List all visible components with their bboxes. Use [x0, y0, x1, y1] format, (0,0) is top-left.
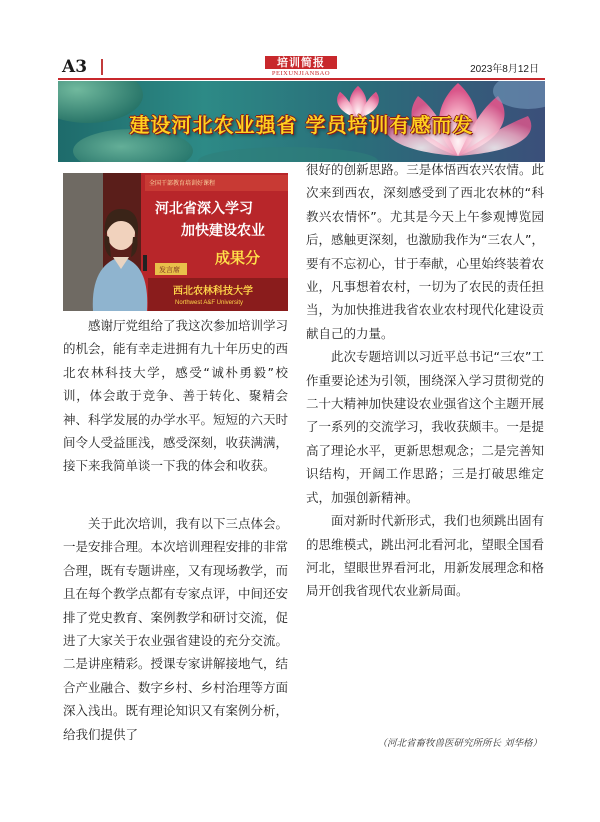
masthead-title: 培训简报 — [265, 56, 337, 69]
screen-line1: 河北省深入学习 — [155, 201, 253, 217]
page-header — [58, 56, 545, 78]
masthead — [265, 56, 337, 78]
paragraph: 面对新时代新形式，我们也须跳出固有的思维模式，跳出河北看河北，望眼全国看河北，望眼世界看河北，用新发展理念和格局开创我省现代农业新局面。 — [306, 513, 544, 599]
svg-text:全国干部教育培训好课程: 全国干部教育培训好课程 — [149, 180, 216, 187]
article-right-column — [306, 158, 544, 603]
article-left-column-top — [63, 314, 288, 478]
page-number: A3 — [62, 57, 88, 77]
article-banner — [58, 81, 545, 162]
paragraph: 感谢厅党组给了我这次参加培训学习的机会，能有幸走进拥有九十年历史的西北农林科技大学，感受“诚朴勇毅”校训，体会敢于竞争、善于转化、聚精会神、科学发展的办学水平。短短的六天时间令人受益匪浅，感受深刻，收获满满，接下来我简单谈一下我的体会和收获。 — [63, 318, 289, 474]
issue-date: 2023年8月12日 — [470, 64, 539, 75]
banner-title: 建设河北农业强省 学员培训有感而发 — [129, 113, 474, 137]
nameplate: 发言席 — [159, 266, 180, 274]
podium-subtext: Northwest A&F University — [175, 300, 244, 306]
paragraph: 关于此次培训，我有以下三点体会。一是安排合理。本次培训理程安排的非常合理，既有专题讲座，又有现场教学，而且在每个教学点都有专家点评，中间还安排了党史教育、案例教学和研讨交流，促进了大家关于农业强省建设的充分交流。二是讲座精彩。授课专家讲解接地气，结合产业融合、数字乡村、乡村治理等方面深入浅出。既有理论知识又有案例分析，给我们提供了 — [63, 516, 289, 742]
article-left-column-bottom — [63, 512, 288, 746]
speaker-photo-illustration — [63, 173, 288, 311]
paragraph: 此次专题培训以习近平总书记“三农”工作重要论述为引领，围绕深入学习贯彻党的二十大精神加快建设农业强省这个主题开展了一系列的交流学习，我收获颇丰。一是提高了理论水平，更新思想观念；二是完善知识结构，开阔工作思路；三是打破思维定式，加强创新精神。 — [306, 349, 544, 505]
screen-line2: 加快建设农业 — [181, 223, 265, 239]
header-rule — [58, 78, 545, 80]
podium-text: 西北农林科技大学 — [173, 286, 253, 297]
author-attribution: （河北省畜牧兽医研究所所长 刘华格） — [377, 738, 542, 749]
paragraph: 很好的创新思路。三是体悟西农兴农情。此次来到西农，深刻感受到了西北农林的“科教兴农情怀”。尤其是今天上午参观博览园后，感触更深刻，也激励我作为“三农人”，要有不忘初心，甘于奉献，心里始终装着农业，凡事想着农村，一切为了农民的责任担当，为加快推进我省农业农村现代化建设贡献自己的力量。 — [306, 162, 544, 341]
masthead-subtitle: PEIXUNJIANBAO — [271, 70, 331, 77]
header-separator — [101, 59, 103, 75]
speaker-photo — [63, 173, 288, 311]
screen-line3: 成果分 — [215, 249, 261, 267]
